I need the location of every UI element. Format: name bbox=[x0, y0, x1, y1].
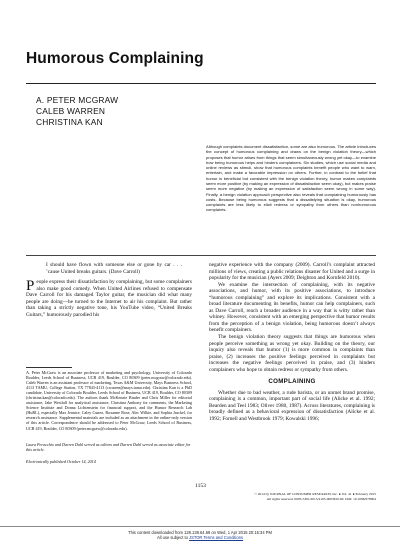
author-name: CHRISTINA KAN bbox=[36, 117, 103, 128]
download-notice: This content downloaded from 128.138.64.69 on Wed, 1 Apr 2015 20:15:34 PM bbox=[128, 530, 272, 535]
body-paragraph: negative experience with the company (2009). Carroll’s complaint attracted millions of views, creating a public relations disaster for United and a surge in popularity for the musician (Ayers 2009; Deighton and Kornfeld 2010). bbox=[209, 262, 375, 282]
jstor-terms-link[interactable]: JSTOR Terms and Conditions bbox=[189, 535, 244, 541]
author-name: A. PETER MCGRAW bbox=[36, 95, 119, 105]
article-title: Humorous Complaining bbox=[26, 50, 204, 67]
abstract: Although complaints document dissatisfaction, some are also humorous. The article introduces the concept of humorous complaining and draws on the benign violation theory—which proposes that humor arises from things that seem simultaneously wrong yet okay—to examine how being humorous helps and hinders complainers. Six studies, which use social media and online reviews as stimuli, show that humorous complaints benefit people who want to warn, entertain, and make a favorable impression on others. Further, in contrast to the belief that humor is beneficial but consistent with the benign violation theory, humor makes complaints seem more positive (by making an expression of dissatisfaction seem okay), but makes praise seem more negative (by making an expression of satisfaction seem wrong in some way). Finally, a benign violation approach perspective also reveals that complaining humorously has costs. Because being humorous suggests that a dissatisfying situation is okay, humorous complaints are less likely to elicit redress or sympathy from others than nonhumorous complaints. bbox=[206, 144, 376, 213]
author-list bbox=[36, 95, 118, 129]
body-paragraph: Whether due to bad weather, a rude barista, or an unmet brand promise, complaining is a common, important part of social life (Alicke et al. 1992; Bearden and Teel 1983; Oliver 1980, 1987). Across literatures, complaining is broadly defined as a behavioral expression of dissatisfaction (Alicke et al. 1992; Fornell and Westbrook 1979; Kowalski 1996; bbox=[209, 389, 375, 423]
right-column bbox=[209, 262, 375, 423]
copyright-notice bbox=[166, 492, 376, 501]
publication-date: Electronically published October 14, 2014 bbox=[26, 459, 96, 464]
footnote-rule bbox=[26, 367, 72, 368]
copyright-line: © 2014 by JOURNAL OF CONSUMER RESEARCH, Inc. ● Vol. 41 ● February 2015 bbox=[254, 492, 376, 496]
download-footer bbox=[0, 530, 400, 541]
title-rule bbox=[26, 83, 376, 84]
abstract-rule bbox=[26, 255, 376, 256]
section-heading: COMPLAINING bbox=[268, 378, 316, 386]
terms-prefix: All use subject to bbox=[156, 535, 190, 541]
body-paragraph: We examine the intersection of complaining, with its negative associations, and humor, with its positive associations, to introduce “humorous complaining” and explore its implications. Consistent with a broad literature documenting its benefits, humor can help complainers, such as Dave Carroll, reach a broader audience in a way that is witty rather than whiney. However, consistent with an emerging perspective that humor results from the perception of a benign violation, being humorous doesn’t always benefit complainers. bbox=[209, 281, 375, 334]
copyright-line: All rights reserved. 0093-5301/2015/4105-0003$10.00. DOI: 10.1086/678904 bbox=[266, 496, 376, 501]
epigraph: I should have flown with someone else or gone by car . . . ’cause United breaks guitars. (Dave Carroll) bbox=[46, 262, 182, 275]
body-paragraph: The benign violation theory suggests that things are humorous when people perceive something as wrong yet okay. Building on the theory, our inquiry also reveals that humor (1) is more common in complaints than praise, (2) increases the positive feelings perceived in complaints but increases the negative feelings perceived in praise, and (3) hinders complainers who hope to obtain redress or sympathy from others. bbox=[209, 334, 375, 373]
author-name: CALEB WARREN bbox=[36, 106, 106, 117]
intro-paragraph bbox=[26, 279, 192, 318]
page-number: 1153 bbox=[195, 483, 206, 489]
left-column bbox=[26, 262, 192, 318]
footer-rule bbox=[0, 526, 400, 527]
intro-text: eople express their dissatisfaction by complaining, but some complainers also make good comedy. When United Airlines refused to compensate Dave Carroll for his damaged Taylor guitar, the musician did what many people are doing—he turned to the Internet to air his complaint. But rather than taking a strictly negative tone, his YouTube video, “United Breaks Guitars,” humorously parodied his bbox=[26, 279, 192, 318]
terms-notice bbox=[0, 535, 400, 540]
drop-cap: P bbox=[26, 278, 35, 295]
author-footnote: A. Peter McGraw is an associate professor of marketing and psychology, University of Colorado Boulder, Leeds School of Business, UCB 419, Boulder, CO 80309 (peter.mcgraw@colorado.edu). Caleb Warren is an assistant professor of marketing, Texas A&M University, Mays Business School, 4113 TAMU, College Station, TX 77843-4113 (cwarren@mays.tamu.edu). Christina Kan is a PhD candidate, University of Colorado Boulder, Leeds School of Business, UCB 419, Boulder, CO 80309 (christina.kan@colorado.edu). The authors thank McKenzie Binder and Chris Miller for editorial assistance, Jake Westfall for analytical assistance, Christina Anthony for comments, the Marketing Science Institute and Donna Lichtenstein for financial support, and the Humor Research Lab (HuRL), especially Max Jeanice, Caley Cuneo, Roxanne Rose, Alec Wilkie, and Sophia Jasckel, for research assistance. Supplemental materials are included as an attachment in the online-only version of this article. Correspondence should be addressed to Peter McGraw, Leeds School of Business, UCB 419, Boulder, CO 80309 (peter.mcgraw@colorado.edu). bbox=[26, 370, 192, 431]
editors-note: Laura Peracchio and Darren Dahl served as editors and Darren Dahl served as associate editor for this article. bbox=[26, 442, 191, 453]
